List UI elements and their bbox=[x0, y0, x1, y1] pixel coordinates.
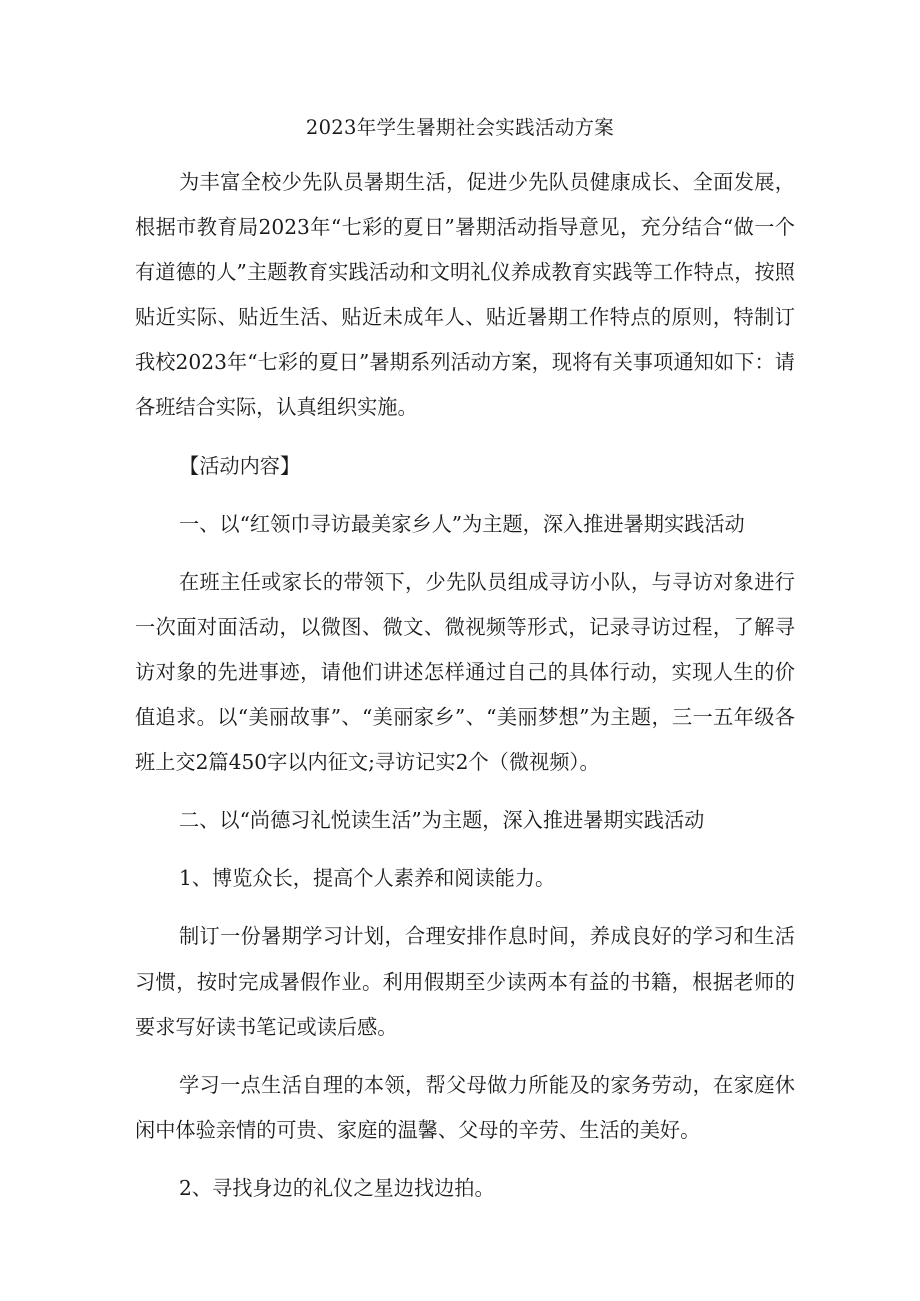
section-one-heading: 一、以“红领巾寻访最美家乡人”为主题，深入推进暑期实践活动 bbox=[179, 511, 745, 536]
item-one-heading: 1、博览众长，提高个人素养和阅读能力。 bbox=[179, 866, 556, 891]
life-skills-paragraph: 学习一点生活自理的本领，帮父母做力所能及的家务劳动，在家庭休闲中体验亲情的可贵、家庭的温馨、父母的辛劳、生活的美好。 bbox=[135, 1072, 795, 1142]
intro-paragraph: 为丰富全校少先队员暑期生活，促进少先队员健康成长、全面发展，根据市教育局2023年“七彩的夏日”暑期活动指导意见，充分结合“做一个有道德的人”主题教育实践活动和文明礼仪养成教育实践等工作特点，按照贴近实际、贴近生活、贴近未成年人、贴近暑期工作特点的原则，特制订我校2023年“七彩的夏日”暑期系列活动方案，现将有关事项通知如下：请各班结合实际，认真组织实施。 bbox=[135, 170, 795, 420]
item-two-heading: 2、寻找身边的礼仪之星边找边拍。 bbox=[179, 1175, 495, 1200]
document-title: 2023年学生暑期社会实践活动方案 bbox=[305, 116, 615, 139]
study-plan-paragraph: 制订一份暑期学习计划，合理安排作息时间，养成良好的学习和生活习惯，按时完成暑假作业。利用假期至少读两本有益的书籍，根据老师的要求写好读书笔记或读后感。 bbox=[135, 924, 795, 1039]
section-one-paragraph: 在班主任或家长的带领下，少先队员组成寻访小队，与寻访对象进行一次面对面活动，以微图、微文、微视频等形式，记录寻访过程，了解寻访对象的先进事迹，请他们讲述怎样通过自己的具体行动，实现人生的价值追求。以“美丽故事”、“美丽家乡”、“美丽梦想”为主题，三一五年级各班上交2篇450字以内征文;寻访记实2个（微视频）。 bbox=[135, 569, 795, 775]
section-heading-activity-content: 【活动内容】 bbox=[179, 453, 301, 478]
document-body bbox=[135, 160, 795, 1211]
section-two-heading: 二、以“尚德习礼悦读生活”为主题，深入推进暑期实践活动 bbox=[179, 808, 705, 833]
